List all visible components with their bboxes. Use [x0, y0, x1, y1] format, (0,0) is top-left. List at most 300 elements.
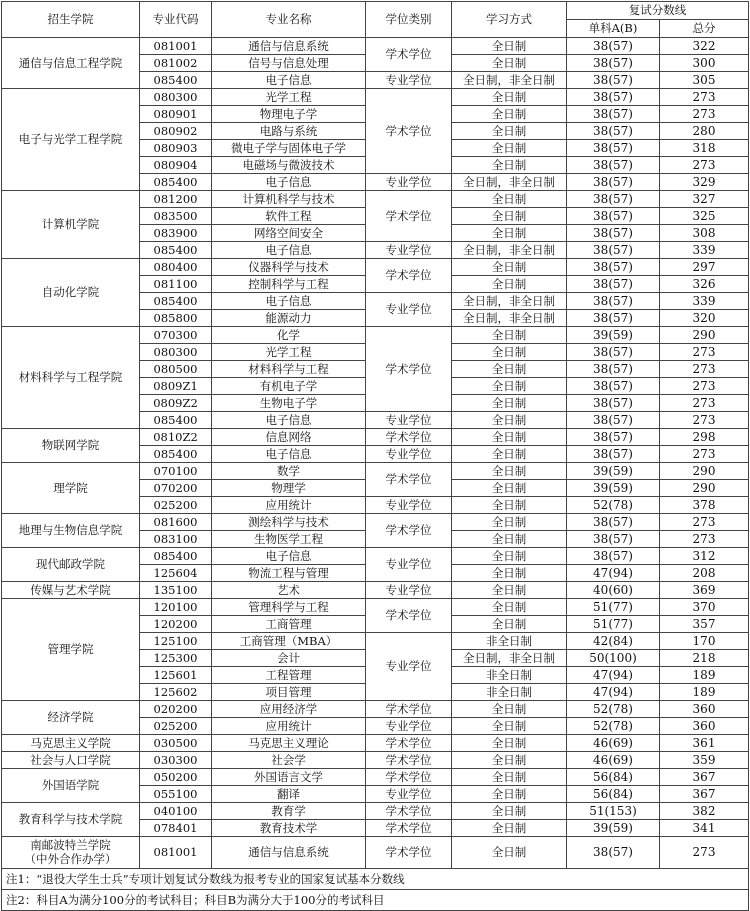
single-subject-score-cell: 51(153) — [567, 803, 660, 820]
college-cell — [2, 327, 140, 429]
study-mode-cell: 全日制 — [452, 497, 567, 514]
total-score-cell: 290 — [660, 327, 749, 344]
single-subject-score-cell: 38(57) — [567, 208, 660, 225]
degree-type-cell: 学术学位 — [366, 429, 452, 446]
single-subject-score-cell: 38(57) — [567, 140, 660, 157]
degree-type-cell: 专业学位 — [366, 412, 452, 429]
table-row — [2, 752, 749, 769]
table-row — [2, 599, 749, 616]
total-score-cell: 273 — [660, 412, 749, 429]
college-cell — [2, 463, 140, 514]
total-score-cell: 273 — [660, 344, 749, 361]
college-name: 经济学院 — [47, 710, 94, 724]
major-code-cell: 080400 — [140, 259, 212, 276]
total-score-cell: 329 — [660, 174, 749, 191]
total-score-cell: 361 — [660, 735, 749, 752]
major-name-cell: 教育学 — [212, 803, 366, 820]
degree-type-cell: 专业学位 — [366, 718, 452, 735]
major-code-cell: 070200 — [140, 480, 212, 497]
total-score-cell: 339 — [660, 293, 749, 310]
college-cell — [2, 191, 140, 259]
college-cell — [2, 837, 140, 869]
degree-type-cell: 专业学位 — [366, 548, 452, 582]
college-cell — [2, 38, 140, 89]
major-name-cell: 电子信息 — [212, 72, 366, 89]
major-code-cell: 050200 — [140, 769, 212, 786]
study-mode-cell: 全日制 — [452, 327, 567, 344]
single-subject-score-cell: 38(57) — [567, 259, 660, 276]
study-mode-cell: 全日制 — [452, 361, 567, 378]
study-mode-cell: 全日制 — [452, 463, 567, 480]
college-cell — [2, 769, 140, 803]
single-subject-score-cell: 47(94) — [567, 565, 660, 582]
single-subject-score-cell: 38(57) — [567, 276, 660, 293]
total-score-cell: 273 — [660, 514, 749, 531]
study-mode-cell: 全日制 — [452, 599, 567, 616]
degree-type-cell: 专业学位 — [366, 786, 452, 803]
degree-type-cell: 专业学位 — [366, 72, 452, 89]
single-subject-score-cell: 38(57) — [567, 514, 660, 531]
major-code-cell: 040100 — [140, 803, 212, 820]
major-name-cell: 光学工程 — [212, 89, 366, 106]
major-code-cell: 083500 — [140, 208, 212, 225]
major-name-cell: 外国语言文学 — [212, 769, 366, 786]
major-name-cell: 电子信息 — [212, 548, 366, 565]
total-score-cell: 339 — [660, 242, 749, 259]
study-mode-cell: 全日制 — [452, 157, 567, 174]
header-score-line: 复试分数线 — [567, 2, 749, 20]
footnote: 注2：科目A为满分100分的考试科目；科目B为满分大于100分的考试科目 — [2, 890, 749, 911]
major-code-cell: 085400 — [140, 548, 212, 565]
study-mode-cell: 全日制，非全日制 — [452, 72, 567, 89]
total-score-cell: 298 — [660, 429, 749, 446]
degree-type-cell: 专业学位 — [366, 293, 452, 327]
college-cell — [2, 548, 140, 582]
major-code-cell: 081001 — [140, 837, 212, 869]
table-row — [2, 514, 749, 531]
major-name-cell: 翻译 — [212, 786, 366, 803]
college-name: 电子与光学工程学院 — [18, 132, 123, 146]
total-score-cell: 189 — [660, 667, 749, 684]
major-name-cell: 管理科学与工程 — [212, 599, 366, 616]
table-row — [2, 38, 749, 55]
total-score-cell: 341 — [660, 820, 749, 837]
single-subject-score-cell: 39(59) — [567, 480, 660, 497]
table-row — [2, 327, 749, 344]
study-mode-cell: 全日制 — [452, 378, 567, 395]
total-score-cell: 273 — [660, 378, 749, 395]
college-name: 社会与人口学院 — [30, 752, 111, 767]
single-subject-score-cell: 52(78) — [567, 701, 660, 718]
major-name-cell: 电子信息 — [212, 242, 366, 259]
total-score-cell: 322 — [660, 38, 749, 55]
single-subject-score-cell: 38(57) — [567, 72, 660, 89]
single-subject-score-cell: 38(57) — [567, 395, 660, 412]
total-score-cell: 273 — [660, 837, 749, 869]
major-code-cell: 085400 — [140, 242, 212, 259]
single-subject-score-cell: 42(84) — [567, 633, 660, 650]
major-code-cell: 080300 — [140, 89, 212, 106]
degree-type-cell: 学术学位 — [366, 514, 452, 548]
single-subject-score-cell: 38(57) — [567, 344, 660, 361]
degree-type-cell: 学术学位 — [366, 259, 452, 293]
major-name-cell: 通信与信息系统 — [212, 837, 366, 869]
major-name-cell: 化学 — [212, 327, 366, 344]
retest-score-table — [1, 1, 749, 911]
degree-type-cell: 专业学位 — [366, 174, 452, 191]
study-mode-cell: 全日制 — [452, 616, 567, 633]
single-subject-score-cell: 38(57) — [567, 157, 660, 174]
major-code-cell: 081200 — [140, 191, 212, 208]
study-mode-cell: 全日制 — [452, 225, 567, 242]
major-code-cell: 125604 — [140, 565, 212, 582]
college-name: （中外合作办学） — [24, 852, 117, 866]
major-name-cell: 教育技术学 — [212, 820, 366, 837]
single-subject-score-cell: 56(84) — [567, 769, 660, 786]
study-mode-cell: 全日制，非全日制 — [452, 310, 567, 327]
college-name: 马克思主义学院 — [30, 735, 111, 750]
total-score-cell: 273 — [660, 89, 749, 106]
college-name: 管理学院 — [47, 642, 94, 656]
single-subject-score-cell: 46(69) — [567, 735, 660, 752]
header-mode: 学习方式 — [452, 2, 567, 38]
major-name-cell: 工商管理 — [212, 616, 366, 633]
degree-type-cell: 学术学位 — [366, 769, 452, 786]
header-college: 招生学院 — [2, 2, 140, 38]
major-code-cell: 080300 — [140, 344, 212, 361]
total-score-cell: 300 — [660, 55, 749, 72]
major-name-cell: 电路与系统 — [212, 123, 366, 140]
total-score-cell: 359 — [660, 752, 749, 769]
major-name-cell: 艺术 — [212, 582, 366, 599]
study-mode-cell: 全日制 — [452, 429, 567, 446]
single-subject-score-cell: 38(57) — [567, 89, 660, 106]
total-score-cell: 370 — [660, 599, 749, 616]
college-name: 教育科学与技术学院 — [18, 812, 123, 826]
major-name-cell: 工商管理（MBA） — [212, 633, 366, 650]
college-name: 计算机学院 — [41, 217, 100, 231]
major-name-cell: 数学 — [212, 463, 366, 480]
total-score-cell: 325 — [660, 208, 749, 225]
single-subject-score-cell: 38(57) — [567, 446, 660, 463]
total-score-cell: 218 — [660, 650, 749, 667]
major-name-cell: 生物医学工程 — [212, 531, 366, 548]
degree-type-cell: 专业学位 — [366, 582, 452, 599]
total-score-cell: 208 — [660, 565, 749, 582]
degree-type-cell: 学术学位 — [366, 701, 452, 718]
header-total: 总分 — [660, 20, 749, 38]
major-code-cell: 0809Z2 — [140, 395, 212, 412]
major-name-cell: 工程管理 — [212, 667, 366, 684]
single-subject-score-cell: 50(100) — [567, 650, 660, 667]
single-subject-score-cell: 39(59) — [567, 463, 660, 480]
major-code-cell: 078401 — [140, 820, 212, 837]
major-code-cell: 135100 — [140, 582, 212, 599]
major-code-cell: 085400 — [140, 72, 212, 89]
major-code-cell: 030300 — [140, 752, 212, 769]
major-name-cell: 软件工程 — [212, 208, 366, 225]
college-cell — [2, 429, 140, 463]
college-cell — [2, 582, 140, 599]
major-name-cell: 物理学 — [212, 480, 366, 497]
major-code-cell: 085800 — [140, 310, 212, 327]
major-code-cell: 020200 — [140, 701, 212, 718]
major-code-cell: 085400 — [140, 293, 212, 310]
single-subject-score-cell: 38(57) — [567, 191, 660, 208]
study-mode-cell: 全日制 — [452, 786, 567, 803]
study-mode-cell: 全日制 — [452, 735, 567, 752]
total-score-cell: 357 — [660, 616, 749, 633]
single-subject-score-cell: 47(94) — [567, 684, 660, 701]
study-mode-cell: 全日制 — [452, 718, 567, 735]
major-name-cell: 马克思主义理论 — [212, 735, 366, 752]
study-mode-cell: 全日制 — [452, 38, 567, 55]
major-name-cell: 计算机科学与技术 — [212, 191, 366, 208]
college-cell — [2, 514, 140, 548]
major-name-cell: 社会学 — [212, 752, 366, 769]
single-subject-score-cell: 38(57) — [567, 310, 660, 327]
total-score-cell: 273 — [660, 446, 749, 463]
major-name-cell: 仪器科学与技术 — [212, 259, 366, 276]
total-score-cell: 320 — [660, 310, 749, 327]
study-mode-cell: 全日制 — [452, 514, 567, 531]
header-major: 专业名称 — [212, 2, 366, 38]
major-code-cell: 081002 — [140, 55, 212, 72]
major-name-cell: 电子信息 — [212, 174, 366, 191]
major-code-cell: 081001 — [140, 38, 212, 55]
table-row — [2, 259, 749, 276]
total-score-cell: 189 — [660, 684, 749, 701]
major-name-cell: 网络空间安全 — [212, 225, 366, 242]
major-name-cell: 测绘科学与技术 — [212, 514, 366, 531]
study-mode-cell: 非全日制 — [452, 667, 567, 684]
major-name-cell: 物流工程与管理 — [212, 565, 366, 582]
study-mode-cell: 非全日制 — [452, 684, 567, 701]
table-row — [2, 548, 749, 565]
study-mode-cell: 全日制 — [452, 480, 567, 497]
single-subject-score-cell: 47(94) — [567, 667, 660, 684]
study-mode-cell: 全日制，非全日制 — [452, 174, 567, 191]
major-code-cell: 120200 — [140, 616, 212, 633]
total-score-cell: 170 — [660, 633, 749, 650]
study-mode-cell: 全日制 — [452, 344, 567, 361]
major-name-cell: 信号与信息处理 — [212, 55, 366, 72]
total-score-cell: 273 — [660, 157, 749, 174]
degree-type-cell: 专业学位 — [366, 242, 452, 259]
degree-type-cell: 学术学位 — [366, 837, 452, 869]
college-name: 自动化学院 — [41, 285, 100, 299]
degree-type-cell: 学术学位 — [366, 89, 452, 174]
note-row — [2, 869, 749, 890]
header-code: 专业代码 — [140, 2, 212, 38]
study-mode-cell: 全日制 — [452, 55, 567, 72]
total-score-cell: 369 — [660, 582, 749, 599]
study-mode-cell: 全日制 — [452, 89, 567, 106]
study-mode-cell: 全日制 — [452, 531, 567, 548]
major-name-cell: 有机电子学 — [212, 378, 366, 395]
college-cell — [2, 89, 140, 191]
study-mode-cell: 全日制 — [452, 208, 567, 225]
footnote: 注1：“退役大学生士兵”专项计划复试分数线为报考专业的国家复试基本分数线 — [2, 869, 749, 890]
major-name-cell: 项目管理 — [212, 684, 366, 701]
study-mode-cell: 全日制 — [452, 395, 567, 412]
major-code-cell: 125602 — [140, 684, 212, 701]
total-score-cell: 382 — [660, 803, 749, 820]
total-score-cell: 297 — [660, 259, 749, 276]
college-name: 传媒与艺术学院 — [30, 582, 111, 597]
study-mode-cell: 全日制 — [452, 106, 567, 123]
major-code-cell: 025200 — [140, 718, 212, 735]
study-mode-cell: 全日制 — [452, 140, 567, 157]
college-cell — [2, 752, 140, 769]
single-subject-score-cell: 51(77) — [567, 616, 660, 633]
single-subject-score-cell: 52(78) — [567, 718, 660, 735]
study-mode-cell: 全日制 — [452, 701, 567, 718]
single-subject-score-cell: 39(59) — [567, 820, 660, 837]
study-mode-cell: 全日制 — [452, 582, 567, 599]
single-subject-score-cell: 52(78) — [567, 497, 660, 514]
college-name: 南邮波特兰学院 — [30, 838, 111, 852]
total-score-cell: 273 — [660, 531, 749, 548]
single-subject-score-cell: 38(57) — [567, 378, 660, 395]
study-mode-cell: 全日制 — [452, 548, 567, 565]
major-name-cell: 电子信息 — [212, 293, 366, 310]
study-mode-cell: 全日制 — [452, 412, 567, 429]
degree-type-cell: 学术学位 — [366, 191, 452, 242]
total-score-cell: 378 — [660, 497, 749, 514]
major-code-cell: 080902 — [140, 123, 212, 140]
single-subject-score-cell: 51(77) — [567, 599, 660, 616]
single-subject-score-cell: 38(57) — [567, 123, 660, 140]
major-name-cell: 物理电子学 — [212, 106, 366, 123]
study-mode-cell: 全日制 — [452, 565, 567, 582]
single-subject-score-cell: 56(84) — [567, 786, 660, 803]
major-code-cell: 070100 — [140, 463, 212, 480]
college-name: 地理与生物信息学院 — [18, 523, 123, 537]
single-subject-score-cell: 39(59) — [567, 327, 660, 344]
major-code-cell: 083900 — [140, 225, 212, 242]
table-row — [2, 803, 749, 820]
major-code-cell: 080500 — [140, 361, 212, 378]
total-score-cell: 273 — [660, 395, 749, 412]
table-row — [2, 837, 749, 869]
major-code-cell: 085400 — [140, 412, 212, 429]
total-score-cell: 327 — [660, 191, 749, 208]
total-score-cell: 312 — [660, 548, 749, 565]
major-code-cell: 025200 — [140, 497, 212, 514]
table-row — [2, 89, 749, 106]
major-code-cell: 081100 — [140, 276, 212, 293]
table-row — [2, 701, 749, 718]
college-name: 材料科学与工程学院 — [18, 370, 123, 384]
degree-type-cell: 学术学位 — [366, 463, 452, 497]
college-name: 现代邮政学院 — [36, 557, 105, 571]
major-code-cell: 125601 — [140, 667, 212, 684]
single-subject-score-cell: 38(57) — [567, 242, 660, 259]
total-score-cell: 290 — [660, 480, 749, 497]
table-row — [2, 735, 749, 752]
major-name-cell: 应用统计 — [212, 497, 366, 514]
header-single: 单科A(B) — [567, 20, 660, 38]
study-mode-cell: 全日制 — [452, 446, 567, 463]
college-name: 物联网学院 — [41, 438, 100, 452]
degree-type-cell: 学术学位 — [366, 599, 452, 633]
study-mode-cell: 全日制 — [452, 276, 567, 293]
college-cell — [2, 259, 140, 327]
major-name-cell: 光学工程 — [212, 344, 366, 361]
total-score-cell: 280 — [660, 123, 749, 140]
study-mode-cell: 全日制 — [452, 752, 567, 769]
header-degree: 学位类别 — [366, 2, 452, 38]
table-row — [2, 582, 749, 599]
study-mode-cell: 全日制，非全日制 — [452, 242, 567, 259]
major-name-cell: 应用统计 — [212, 718, 366, 735]
note-row — [2, 890, 749, 911]
major-name-cell: 电磁场与微波技术 — [212, 157, 366, 174]
college-cell — [2, 735, 140, 752]
total-score-cell: 318 — [660, 140, 749, 157]
study-mode-cell: 全日制 — [452, 820, 567, 837]
study-mode-cell: 全日制 — [452, 837, 567, 869]
table-row — [2, 429, 749, 446]
total-score-cell: 360 — [660, 718, 749, 735]
single-subject-score-cell: 38(57) — [567, 429, 660, 446]
total-score-cell: 290 — [660, 463, 749, 480]
single-subject-score-cell: 38(57) — [567, 174, 660, 191]
total-score-cell: 360 — [660, 701, 749, 718]
single-subject-score-cell: 38(57) — [567, 293, 660, 310]
total-score-cell: 305 — [660, 72, 749, 89]
single-subject-score-cell: 40(60) — [567, 582, 660, 599]
major-name-cell: 控制科学与工程 — [212, 276, 366, 293]
single-subject-score-cell: 38(57) — [567, 837, 660, 869]
major-code-cell: 080901 — [140, 106, 212, 123]
study-mode-cell: 全日制 — [452, 123, 567, 140]
degree-type-cell: 学术学位 — [366, 803, 452, 820]
major-code-cell: 125100 — [140, 633, 212, 650]
major-code-cell: 083100 — [140, 531, 212, 548]
major-name-cell: 应用经济学 — [212, 701, 366, 718]
college-cell — [2, 803, 140, 837]
major-code-cell: 085400 — [140, 174, 212, 191]
major-code-cell: 070300 — [140, 327, 212, 344]
study-mode-cell: 非全日制 — [452, 633, 567, 650]
degree-type-cell: 学术学位 — [366, 38, 452, 72]
major-name-cell: 材料科学与工程 — [212, 361, 366, 378]
study-mode-cell: 全日制 — [452, 259, 567, 276]
study-mode-cell: 全日制，非全日制 — [452, 293, 567, 310]
total-score-cell: 367 — [660, 786, 749, 803]
degree-type-cell: 学术学位 — [366, 327, 452, 412]
single-subject-score-cell: 38(57) — [567, 38, 660, 55]
major-code-cell: 0809Z1 — [140, 378, 212, 395]
college-name: 理学院 — [53, 480, 88, 495]
major-code-cell: 125300 — [140, 650, 212, 667]
table-row — [2, 769, 749, 786]
college-name: 外国语学院 — [41, 778, 100, 792]
college-name: 通信与信息工程学院 — [18, 55, 123, 70]
college-cell — [2, 701, 140, 735]
major-name-cell: 生物电子学 — [212, 395, 366, 412]
single-subject-score-cell: 38(57) — [567, 412, 660, 429]
major-name-cell: 会计 — [212, 650, 366, 667]
total-score-cell: 273 — [660, 106, 749, 123]
major-code-cell: 080903 — [140, 140, 212, 157]
major-code-cell: 0810Z2 — [140, 429, 212, 446]
major-name-cell: 电子信息 — [212, 412, 366, 429]
degree-type-cell: 专业学位 — [366, 446, 452, 463]
degree-type-cell: 学术学位 — [366, 820, 452, 837]
